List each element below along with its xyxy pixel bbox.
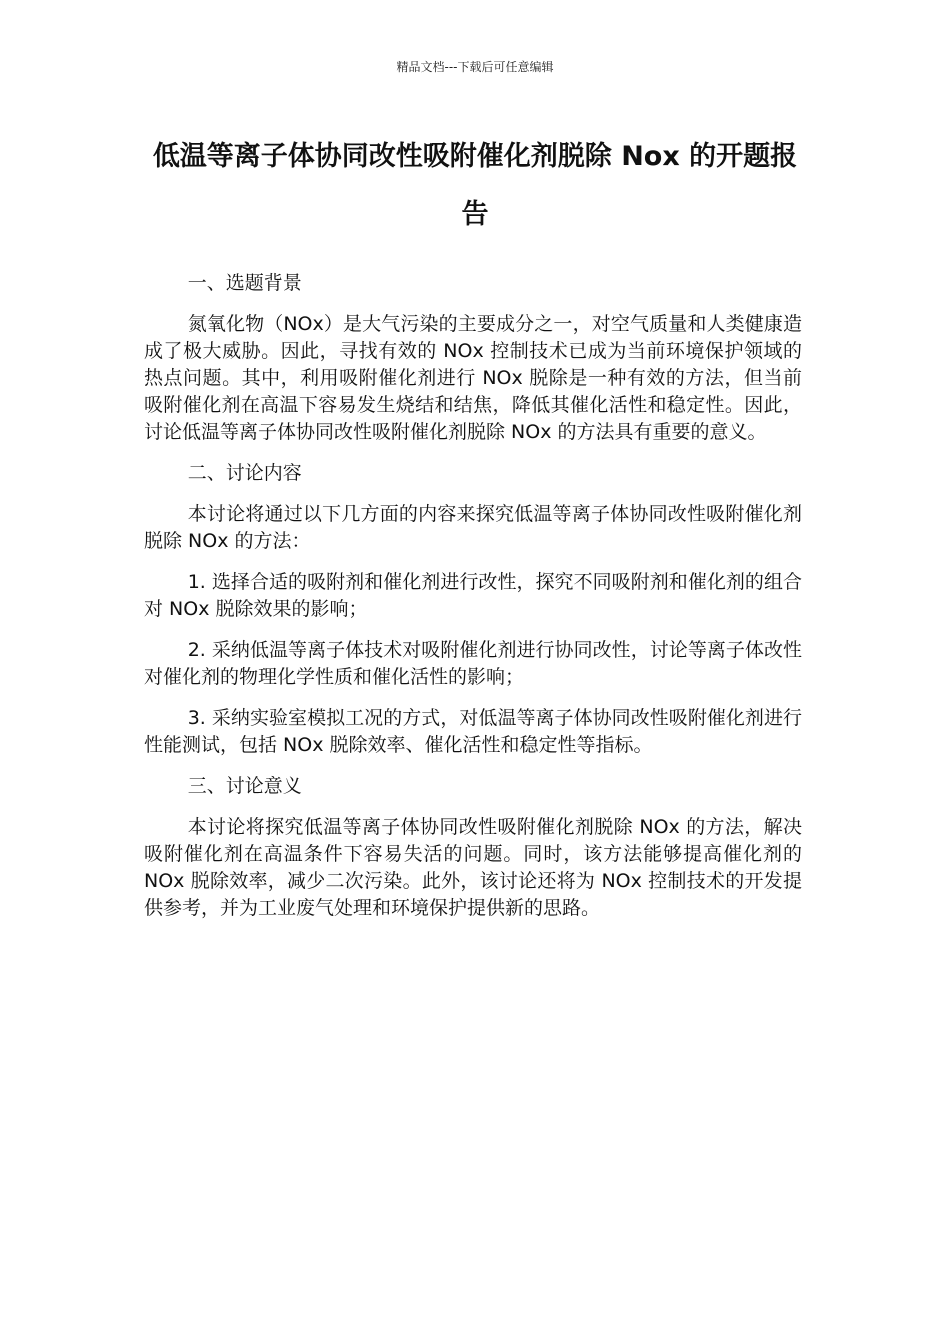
- section-background: [144, 270, 802, 446]
- section-heading: 三、讨论意义: [187, 775, 302, 797]
- section-content: [144, 460, 802, 759]
- document-title: 低温等离子体协同改性吸附催化剂脱除 Nox 的开题报告: [152, 141, 798, 230]
- paragraph: 本讨论将通过以下几方面的内容来探究低温等离子体协同改性吸附催化剂脱除 NOx 的方法：: [144, 503, 802, 552]
- section-significance: [144, 773, 802, 922]
- paragraph: 本讨论将探究低温等离子体协同改性吸附催化剂脱除 NOx 的方法，解决吸附催化剂在高温条件下容易失活的问题。同时，该方法能够提高催化剂的 NOx 脱除效率，减少二次污染。此外，该讨论还将为 NOx 控制技术的开发提供参考，并为工业废气处理和环境保护提供新的思路。: [144, 816, 802, 919]
- list-item: 2. 采纳低温等离子体技术对吸附催化剂进行协同改性，讨论等离子体改性对催化剂的物理化学性质和催化活性的影响；: [144, 639, 802, 688]
- list-item: 3. 采纳实验室模拟工况的方式，对低温等离子体协同改性吸附催化剂进行性能测试，包括 NOx 脱除效率、催化活性和稳定性等指标。: [144, 707, 802, 756]
- section-heading: 一、选题背景: [187, 272, 302, 294]
- list-item: 1. 选择合适的吸附剂和催化剂进行改性，探究不同吸附剂和催化剂的组合对 NOx 脱除效果的影响；: [144, 571, 802, 620]
- section-heading: 二、讨论内容: [187, 462, 302, 484]
- paragraph: 氮氧化物（NOx）是大气污染的主要成分之一，对空气质量和人类健康造成了极大威胁。因此，寻找有效的 NOx 控制技术已成为当前环境保护领域的热点问题。其中，利用吸附催化剂进行 NOx 脱除是一种有效的方法，但当前吸附催化剂在高温下容易发生烧结和结焦，降低其催化活性和稳定性。因此，讨论低温等离子体协同改性吸附催化剂脱除 NOx 的方法具有重要的意义。: [144, 313, 802, 443]
- document-body: [144, 270, 802, 936]
- header-note: 精品文档---下载后可任意编辑: [396, 60, 554, 74]
